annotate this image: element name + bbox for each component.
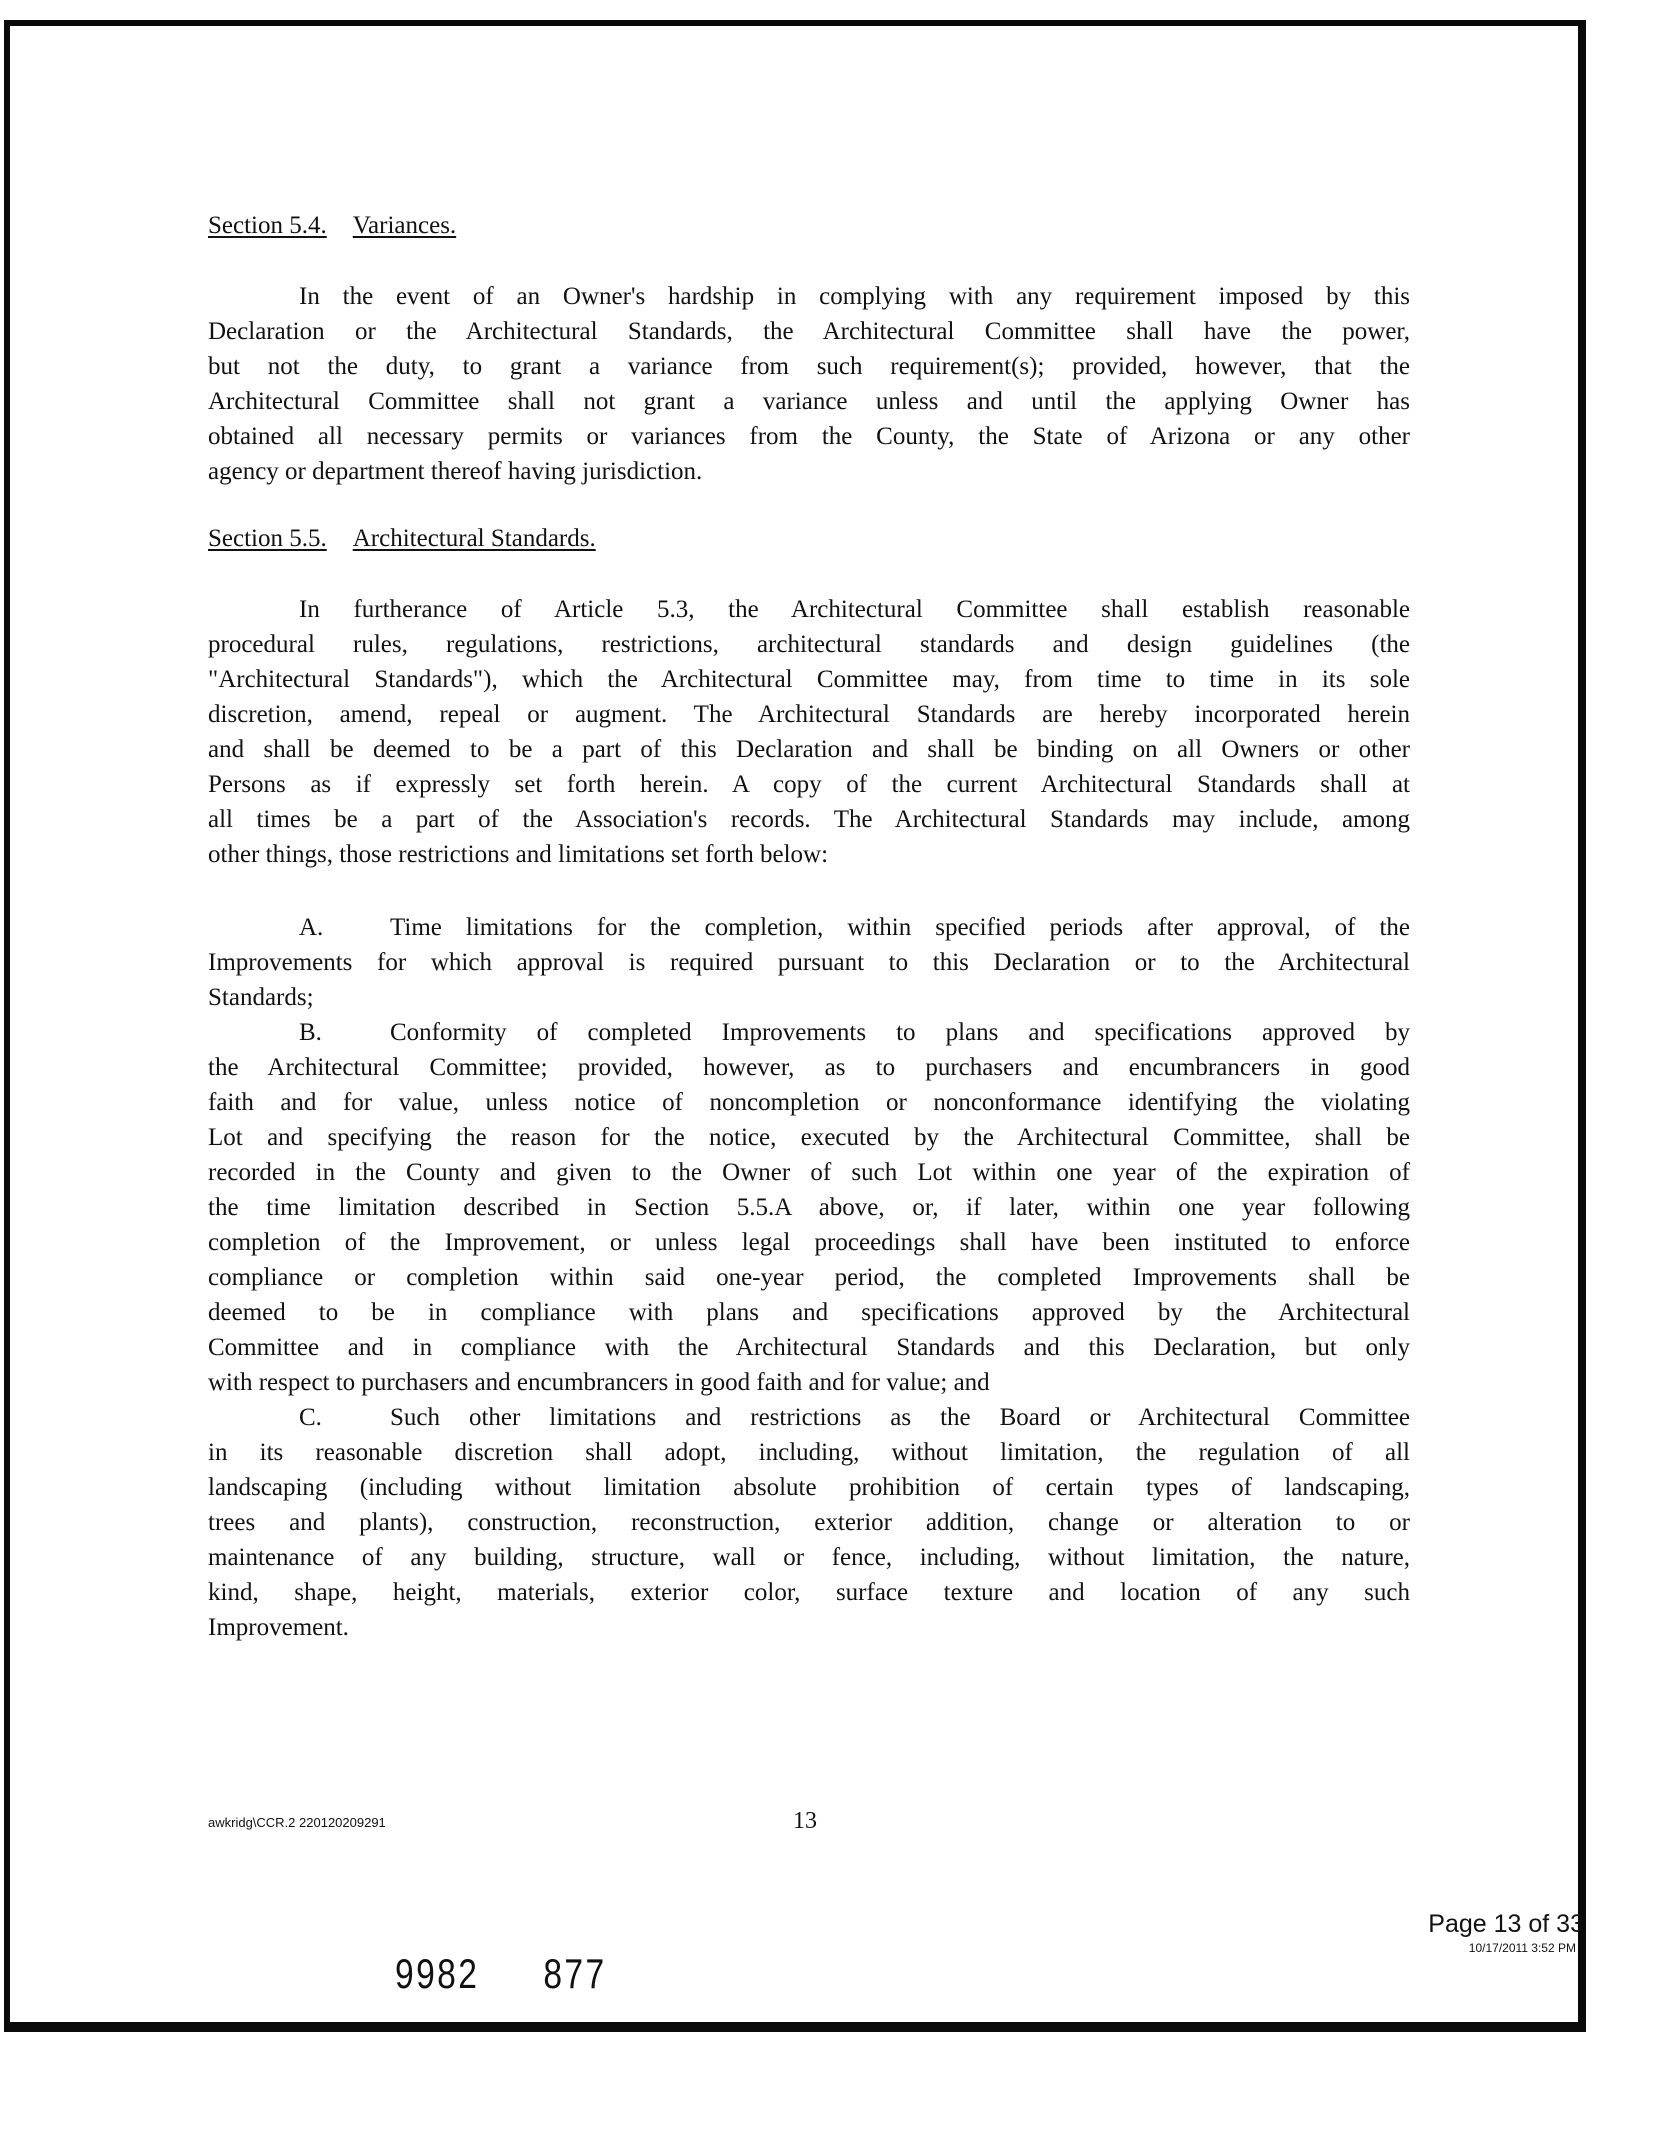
text-line: with respect to purchasers and encumbrancers in good faith and for value; and (208, 1369, 990, 1396)
item-text: Conformity of completed Improvements to plans and specifications approved by (390, 1019, 1410, 1046)
document-code: awkridg\CCR.2 220120209291 (208, 1815, 386, 1830)
print-timestamp: 10/17/2011 3:52 PM (1468, 1941, 1576, 1955)
item-text: Such other limitations and restrictions as the Board or Architectural Committee (390, 1404, 1410, 1431)
text-line: Committee and in compliance with the Architectural Standards and this Declaration, but only (208, 1334, 1410, 1361)
text-line: trees and plants), construction, reconstruction, exterior addition, change or alteration to or (208, 1509, 1410, 1536)
text-line: the Architectural Committee; provided, however, as to purchasers and encumbrancers in good (208, 1054, 1410, 1081)
list-item-b (208, 1015, 1410, 1400)
text-line: faith and for value, unless notice of noncompletion or nonconformance identifying the violating (208, 1089, 1410, 1116)
text-line: recorded in the County and given to the Owner of such Lot within one year of the expiration of (208, 1159, 1410, 1186)
section-5-4-body (208, 279, 1410, 489)
list-item-a (208, 910, 1410, 1015)
text-line: Persons as if expressly set forth herein. A copy of the current Architectural Standards shall at (208, 771, 1410, 798)
text-line: "Architectural Standards"), which the Architectural Committee may, from time to time in its sole (208, 666, 1410, 693)
section-5-5-items (208, 910, 1410, 1645)
item-label: B. (299, 1019, 322, 1046)
page-count: Page 13 of 33 (1428, 1910, 1584, 1938)
item-text: Time limitations for the completion, within specified periods after approval, of the (390, 914, 1410, 941)
section-number: Section 5.5. (208, 525, 327, 552)
text-line: landscaping (including without limitation absolute prohibition of certain types of landscaping, (208, 1474, 1410, 1501)
text-line: Improvements for which approval is required pursuant to this Declaration or to the Architectural (208, 949, 1410, 976)
page-number: 13 (793, 1808, 817, 1834)
text-line: agency or department thereof having jurisdiction. (208, 458, 703, 485)
text-line: discretion, amend, repeal or augment. The Architectural Standards are hereby incorporated herein (208, 701, 1410, 728)
text-line: Standards; (208, 984, 314, 1011)
section-5-4-heading (208, 212, 456, 240)
section-number: Section 5.4. (208, 212, 327, 239)
text-line (208, 1400, 1410, 1435)
record-page: 877 (543, 1950, 607, 1997)
text-line: Improvement. (208, 1614, 349, 1641)
section-title: Architectural Standards. (352, 525, 596, 552)
text-line: procedural rules, regulations, restrictions, architectural standards and design guidelines (the (208, 631, 1410, 658)
text-line: and shall be deemed to be a part of this Declaration and shall be binding on all Owners or other (208, 736, 1410, 763)
text-line: completion of the Improvement, or unless legal proceedings shall have been instituted to enforce (208, 1229, 1410, 1256)
text-line: but not the duty, to grant a variance from such requirement(s); provided, however, that the (208, 353, 1410, 380)
text-line: other things, those restrictions and limitations set forth below: (208, 841, 829, 868)
text-line: kind, shape, height, materials, exterior color, surface texture and location of any such (208, 1579, 1410, 1606)
item-label: A. (299, 914, 324, 941)
text-line: obtained all necessary permits or variances from the County, the State of Arizona or any other (208, 423, 1410, 450)
recording-number (395, 1950, 607, 1998)
text-line: the time limitation described in Section 5.5.A above, or, if later, within one year following (208, 1194, 1410, 1221)
text-line: In furtherance of Article 5.3, the Architectural Committee shall establish reasonable (299, 596, 1410, 623)
text-line: deemed to be in compliance with plans and specifications approved by the Architectural (208, 1299, 1410, 1326)
text-line: compliance or completion within said one-year period, the completed Improvements shall be (208, 1264, 1410, 1291)
text-line: in its reasonable discretion shall adopt, including, without limitation, the regulation of all (208, 1439, 1410, 1466)
text-line: all times be a part of the Association's records. The Architectural Standards may include, among (208, 806, 1410, 833)
text-line: Architectural Committee shall not grant a variance unless and until the applying Owner has (208, 388, 1410, 415)
text-line: maintenance of any building, structure, wall or fence, including, without limitation, the nature, (208, 1544, 1410, 1571)
text-line (208, 910, 1410, 945)
section-5-5-body (208, 592, 1410, 872)
section-5-5-heading (208, 525, 596, 553)
text-line: Lot and specifying the reason for the notice, executed by the Architectural Committee, shall be (208, 1124, 1410, 1151)
record-book: 9982 (395, 1950, 480, 1997)
section-title: Variances. (352, 212, 457, 239)
text-line: In the event of an Owner's hardship in complying with any requirement imposed by this (299, 283, 1410, 310)
text-line (208, 1015, 1410, 1050)
list-item-c (208, 1400, 1410, 1645)
text-line: Declaration or the Architectural Standards, the Architectural Committee shall have the power, (208, 318, 1410, 345)
item-label: C. (299, 1404, 322, 1431)
